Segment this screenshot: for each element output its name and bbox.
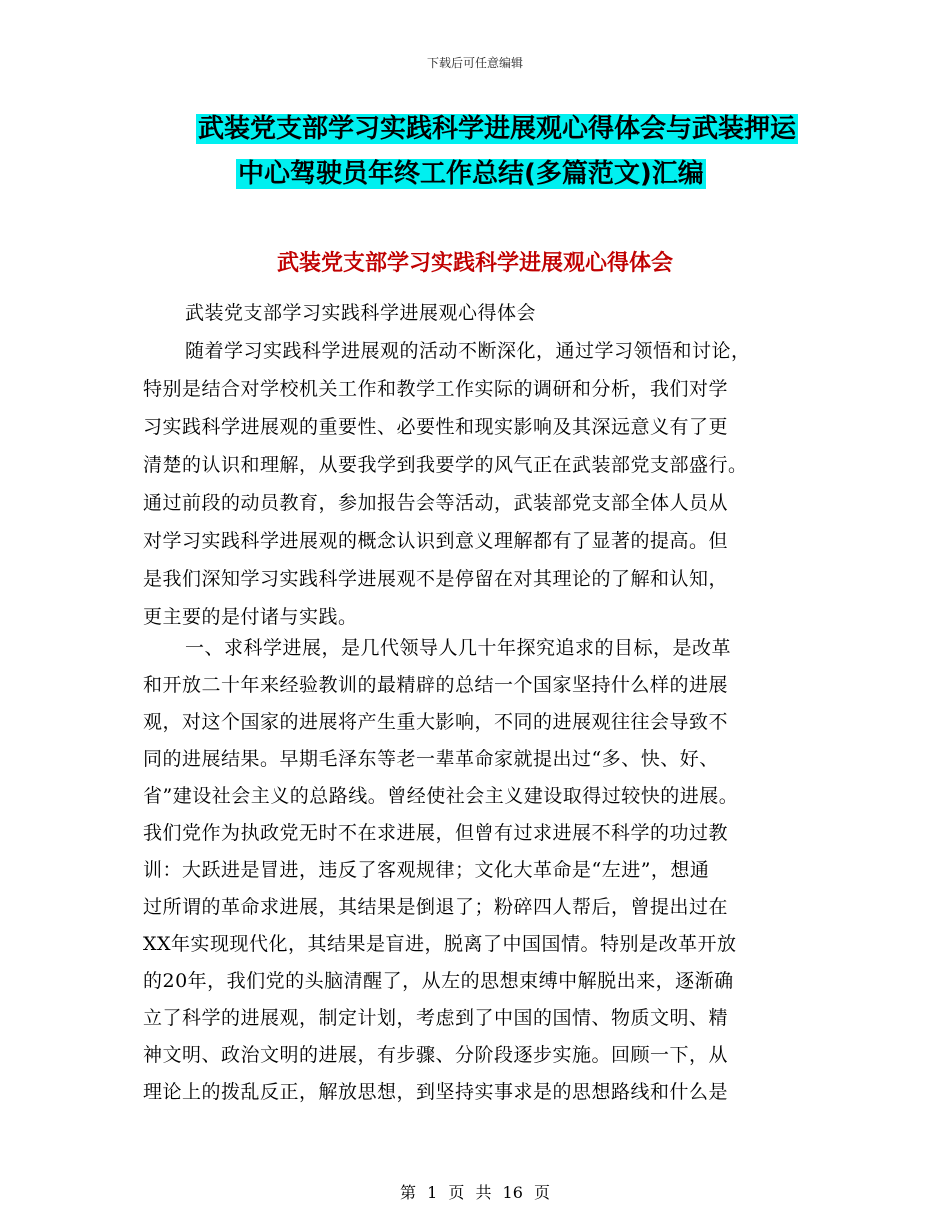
body-line: 习实践科学进展观的重要性、必要性和现实影响及其深远意义有了更 <box>143 416 729 438</box>
body-line: 是我们深知学习实践科学进展观不是停留在对其理论的了解和认知， <box>143 568 729 590</box>
body-line: 对学习实践科学进展观的概念认识到意义理解都有了显著的提高。但 <box>143 530 729 552</box>
body-line: 神文明、政治文明的进展，有步骤、分阶段逐步实施。回顾一下，从 <box>143 1044 729 1066</box>
body-line: 武装党支部学习实践科学进展观心得体会 <box>185 302 537 324</box>
document-title-line-1 <box>0 111 950 147</box>
title-highlight-2: 中心驾驶员年终工作总结(多篇范文)汇编 <box>238 159 704 189</box>
body-line: 训：大跃进是冒进，违反了客观规律；文化大革命是“左进”，想通 <box>143 859 710 881</box>
body-line: 通过前段的动员教育，参加报告会等活动，武装部党支部全体人员从 <box>143 492 729 514</box>
body-line: 省”建设社会主义的总路线。曾经使社会主义建设取得过较快的进展。 <box>143 785 739 807</box>
body-line: 的20年，我们党的头脑清醒了，从左的思想束缚中解脱出来，逐渐确 <box>143 970 734 992</box>
body-line: 和开放二十年来经验教训的最精辟的总结一个国家坚持什么样的进展 <box>143 674 729 696</box>
body-line: 特别是结合对学校机关工作和教学工作实际的调研和分析，我们对学 <box>143 378 729 400</box>
body-line: 同的进展结果。早期毛泽东等老一辈革命家就提出过“多、快、好、 <box>143 748 719 770</box>
page-footer: 第 1 页 共 16 页 <box>400 1183 550 1202</box>
section-title: 武装党支部学习实践科学进展观心得体会 <box>276 251 673 276</box>
body-line: 立了科学的进展观，制定计划，考虑到了中国的国情、物质文明、精 <box>143 1007 729 1029</box>
body-line: 观，对这个国家的进展将产生重大影响，不同的进展观往往会导致不 <box>143 711 729 733</box>
body-line: 理论上的拨乱反正，解放思想，到坚持实事求是的思想路线和什么是 <box>143 1081 729 1103</box>
body-line: 过所谓的革命求进展，其结果是倒退了；粉碎四人帮后，曾提出过在 <box>143 896 729 918</box>
title-highlight-1: 武装党支部学习实践科学进展观心得体会与武装押运 <box>198 114 797 144</box>
body-line: 更主要的是付诸与实践。 <box>143 606 358 628</box>
header-note: 下载后可任意编辑 <box>426 56 523 70</box>
document-title-line-2 <box>0 156 950 192</box>
body-line: 清楚的认识和理解，从要我学到我要学的风气正在武装部党支部盛行。 <box>143 454 748 476</box>
body-line: 随着学习实践科学进展观的活动不断深化，通过学习领悟和讨论， <box>185 340 751 362</box>
body-line: XX年实现现代化，其结果是盲进，脱离了中国国情。特别是改革开放 <box>143 933 737 955</box>
body-line: 我们党作为执政党无时不在求进展，但曾有过求进展不科学的功过教 <box>143 822 729 844</box>
body-line: 一、求科学进展，是几代领导人几十年探究追求的目标，是改革 <box>185 637 732 659</box>
